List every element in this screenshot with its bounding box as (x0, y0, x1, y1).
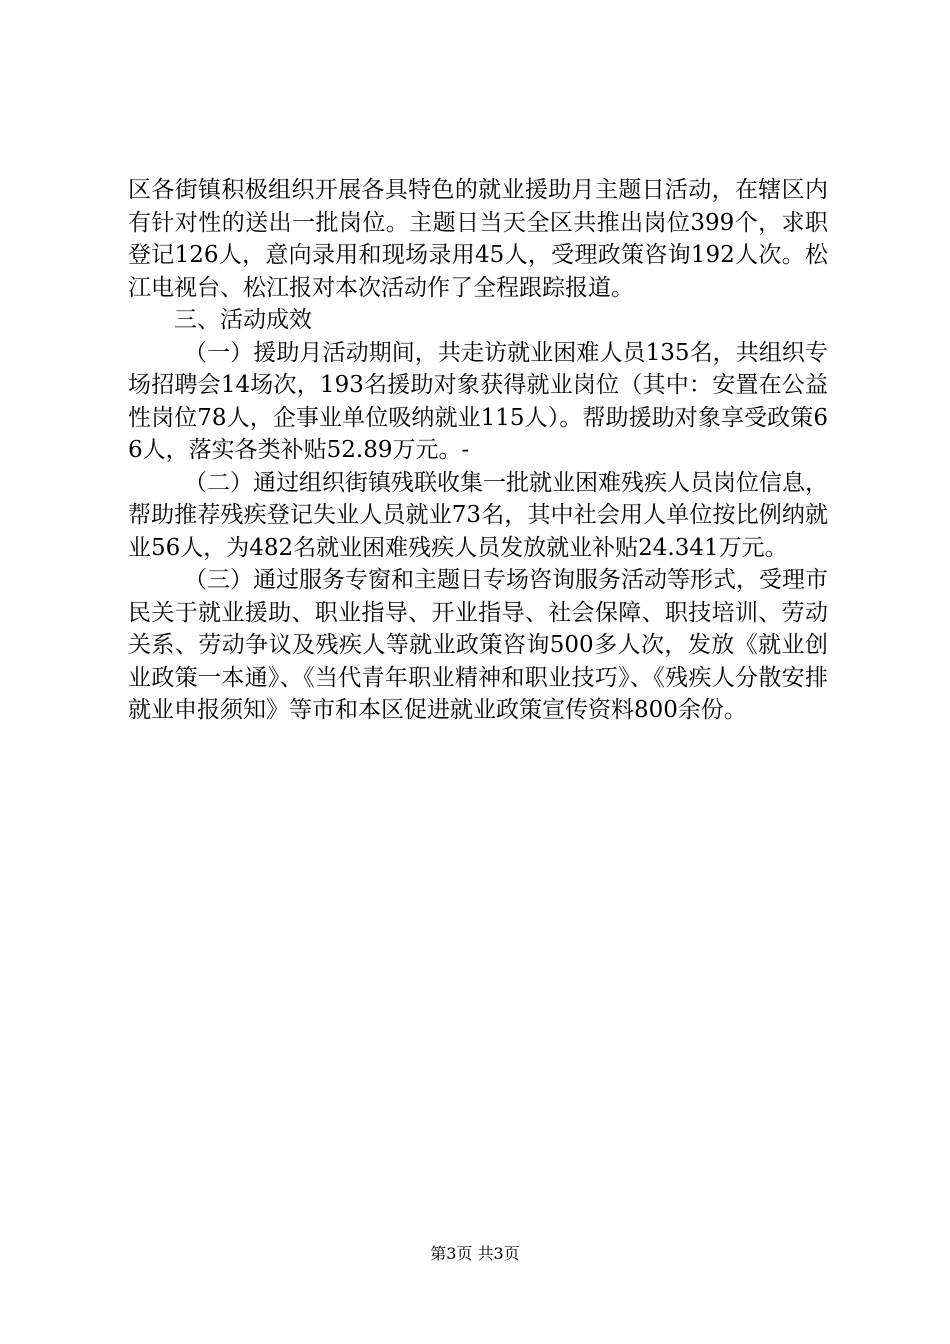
page-number-footer: 第3页 共3页 (430, 1244, 520, 1263)
result-item-2: （二）通过组织街镇残联收集一批就业困难残疾人员岗位信息，帮助推荐残疾登记失业人员就业73名，其中社会用人单位按比例纳就业56人，为482名就业困难残疾人员发放就业补贴24.341万元。 (128, 469, 828, 561)
result-item-1: （一）援助月活动期间，共走访就业困难人员135名，共组织专场招聘会14场次，193名援助对象获得就业岗位（其中：安置在公益性岗位78人，企事业单位吸纳就业115人）。帮助援助对象享受政策66人，落实各类补贴52.89万元。- (128, 339, 828, 463)
result-item-3: （三）通过服务专窗和主题日专场咨询服务活动等形式，受理市民关于就业援助、职业指导、开业指导、社会保障、职技培训、劳动关系、劳动争议及残疾人等就业政策咨询500多人次，发放《就业创业政策一本通》、《当代青年职业精神和职业技巧》、《残疾人分散安排就业申报须知》等市和本区促进就业政策宣传资料800余份。 (128, 567, 828, 723)
body-paragraph: 区各街镇积极组织开展各具特色的就业援助月主题日活动，在辖区内有针对性的送出一批岗位。主题日当天全区共推出岗位399个，求职登记126人，意向录用和现场录用45人，受理政策咨询192人次。松江电视台、松江报对本次活动作了全程跟踪报道。 (128, 177, 828, 301)
section-heading: 三、活动成效 (174, 307, 312, 333)
document-body (128, 174, 828, 727)
